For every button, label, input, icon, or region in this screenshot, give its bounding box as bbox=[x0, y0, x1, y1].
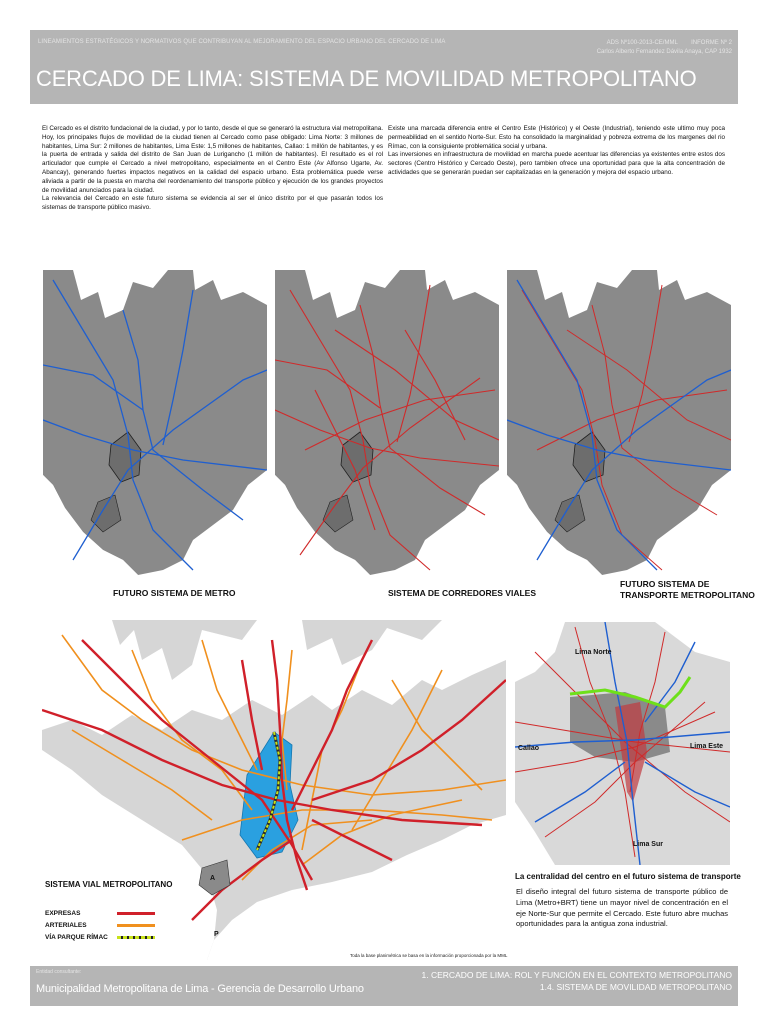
road-label-p: P bbox=[214, 931, 219, 938]
footer-banner bbox=[30, 966, 738, 1006]
label-lima-norte: Lima Norte bbox=[575, 649, 612, 656]
legend-swatch-via-parque bbox=[117, 936, 155, 939]
section-line-1: 1. CERCADO DE LIMA: ROL Y FUNCIÓN EN EL CONTEXTO METROPOLITANO bbox=[421, 970, 732, 980]
centrality-map-svg bbox=[515, 622, 730, 865]
intro-left-paragraph-1: El Cercado es el distrito fundacional de la ciudad, y por lo tanto, desde el que se generaró la estructura vial metropolitana. Hoy, los principales flujos de movilidad de la ciudad tienen al Cercado como pase obligado: Lima Norte: 3 millones de habitantes, Lima Sur: 2 millones de habitantes, Lima Este: 1,5 millones de habitantes, Callao: 1 millón de habitantes, y es la puerta de entrada y salida del distrito de San Juan de Lurigancho (1 millón de habitantes). El resultado es el rol articulador que cumple el Cercado a nivel metropolitano, especialmente en el Centro Este (Av Alfonso Ugarte, Av. Abancay), generando fuertes impactos negativos en la calidad del espacio urbano. Esta problemática puede verse aliviada a partir de la puesta en marcha del reordenamiento del transporte público y ejecución de los grandes proyectos de movilidad anunciados para la ciudad. bbox=[42, 125, 383, 194]
source-note: Toda la base planimétrica se basa en la información proporcionada por la MML bbox=[350, 953, 508, 958]
entity-label: Entidad consultante: bbox=[36, 969, 82, 975]
centrality-map bbox=[515, 622, 730, 865]
ads-code: ADS Nº100-2013-CE/MML bbox=[606, 40, 678, 46]
corridors-map bbox=[275, 270, 499, 580]
legend-swatch-arteriales bbox=[117, 924, 155, 927]
intro-right-paragraph-1: Existe una marcada diferencia entre el Centro Este (Histórico) y el Oeste (Industrial), teniendo este ultimo muy poca permeabilidad en el sentido Norte-Sur. Esto ha consolidado la marginalidad y pobreza extrema de los margenes del rio Rímac, con la consiguiente problemática social y urbana. bbox=[388, 125, 725, 150]
report-number: INFORME Nº 2 bbox=[691, 40, 732, 46]
author: Carlos Alberto Fernandez Dávila Anaya, CAP 1932 bbox=[596, 49, 732, 55]
section-info bbox=[422, 969, 732, 993]
header-meta bbox=[597, 39, 732, 57]
corridors-caption: SISTEMA DE CORREDORES VIALES bbox=[388, 588, 536, 598]
transport-map bbox=[507, 270, 731, 580]
legend-swatch-expresas bbox=[117, 912, 155, 915]
transport-map-svg bbox=[507, 270, 731, 580]
corridors-map-svg bbox=[275, 270, 499, 580]
intro-left-paragraph-2: La relevancia del Cercado en este futuro sistema se evidencia al ser el único distrito por el que pasarán todos los sistemas de transporte público masivo. bbox=[42, 195, 383, 212]
intro-right-paragraph-2: Las inversiones en infraestructura de movilidad en marcha puede acentuar las diferencias ya existentes entre estos dos sectores (Centro Histórico y Cercado Oeste), pero tambien ofrece una oportunidad para que la alta concentración de actividades que se generarán puedan ser capitalizadas en la generación y mejora del espacio urbano. bbox=[388, 151, 725, 176]
label-lima-sur: Lima Sur bbox=[633, 841, 663, 848]
legend-title: SISTEMA VIAL METROPOLITANO bbox=[45, 880, 173, 889]
road-legend bbox=[45, 880, 345, 943]
metro-map-svg bbox=[43, 270, 267, 580]
metro-map bbox=[43, 270, 267, 580]
intro-right bbox=[388, 125, 725, 178]
header-subtitle: LINEAMIENTOS ESTRATÉGICOS Y NORMATIVOS QUE CONTRIBUYAN AL MEJORAMIENTO DEL ESPACIO URBANO DEL CERCADO DE LIMA bbox=[38, 39, 446, 45]
centrality-title: La centralidad del centro en el futuro sistema de transporte bbox=[515, 872, 741, 881]
intro-left bbox=[42, 125, 383, 213]
label-callao: Callao bbox=[518, 745, 540, 752]
label-lima-este: Lima Este bbox=[690, 743, 724, 750]
header-banner bbox=[30, 30, 738, 104]
page-title: CERCADO DE LIMA: SISTEMA DE MOVILIDAD METROPOLITANO bbox=[36, 66, 697, 91]
metro-caption: FUTURO SISTEMA DE METRO bbox=[113, 588, 236, 598]
centrality-text: El diseño integral del futuro sistema de transporte público de Lima (Metro+BRT) tiene un mayor nivel de concentración en el eje Norte-Sur que permite el Cercado. Este futuro abre muchas oportunidades para la antigua zona industrial. bbox=[516, 887, 728, 929]
legend-item-via-parque: VÍA PARQUE RÍMAC bbox=[45, 931, 345, 943]
entity-name: Municipalidad Metropolitana de Lima - Gerencia de Desarrollo Urbano bbox=[36, 983, 364, 995]
section-line-2: 1.4. SISTEMA DE MOVILIDAD METROPOLITANO bbox=[539, 982, 732, 992]
transport-caption: FUTURO SISTEMA DE TRANSPORTE METROPOLITANO bbox=[620, 579, 755, 600]
road-label-a: A bbox=[210, 875, 216, 882]
legend-item-arteriales: ARTERIALES bbox=[45, 919, 345, 931]
legend-item-expresas: EXPRESAS bbox=[45, 907, 345, 919]
